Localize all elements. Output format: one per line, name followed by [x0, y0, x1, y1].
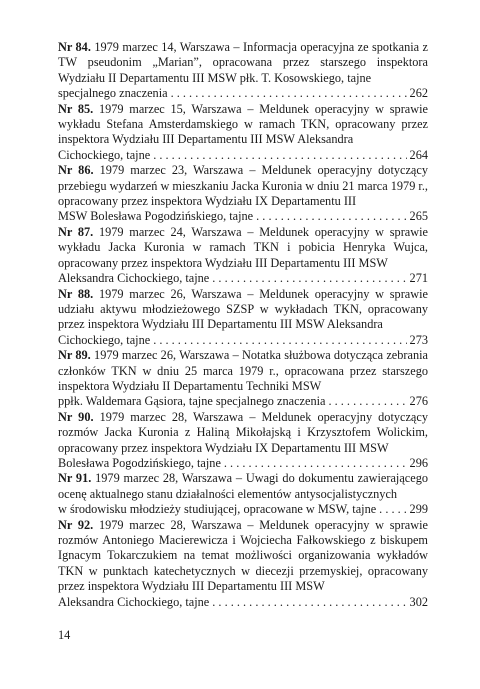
table-of-contents: [58, 40, 428, 610]
dot-leader: [153, 148, 406, 163]
page-number: 14: [58, 628, 71, 642]
dot-leader: [328, 394, 406, 409]
entry-number: Nr 88.: [58, 286, 94, 301]
entry-description-end: Cichockiego, tajne: [58, 147, 151, 162]
entry-leader-line: [58, 394, 428, 409]
entry-leader-line: [58, 456, 428, 471]
entry-leader-line: [58, 271, 428, 286]
toc-entry: [58, 471, 428, 517]
entry-leader-line: [58, 148, 428, 163]
entry-description-end: Cichockiego, tajne: [58, 332, 151, 347]
toc-entry: [58, 287, 428, 349]
entry-description-end: ppłk. Waldemara Gąsiora, tajne specjalnego znaczenia: [58, 394, 326, 409]
toc-entry: [58, 348, 428, 410]
entry-page-number: 302: [409, 594, 428, 609]
entry-number: Nr 90.: [58, 409, 94, 424]
toc-entry: [58, 40, 428, 102]
entry-description: 1979 marzec 26, Warszawa – Notatka służbowa dotycząca zebrania członków TKN w dniu 25 marca 1979 r., opracowana przez starszego inspektora Wydziału II Departamentu Techniki MSW: [58, 348, 428, 393]
entry-page-number: 276: [409, 394, 428, 409]
entry-leader-line: [58, 209, 428, 224]
entry-number: Nr 89.: [58, 348, 91, 363]
entry-page-number: 264: [409, 147, 428, 162]
entry-description: 1979 marzec 24, Warszawa – Meldunek operacyjny w sprawie wykładu Jacka Kuronia w ramach TKN i pobicia Henryka Wujca, opracowany przez inspektora Wydziału III Departamentu III MSW: [58, 224, 428, 270]
entry-description-end: Aleksandra Cichockiego, tajne: [58, 271, 210, 286]
entry-description: 1979 marzec 28, Warszawa – Uwagi do dokumentu zawierającego ocenę aktualnego stanu działalności elementów antysocjalistycznych: [58, 471, 428, 501]
entry-page-number: 299: [409, 502, 428, 517]
entry-description: 1979 marzec 28, Warszawa – Meldunek operacyjny w sprawie rozmów Antoniego Macierewicza i Wojciecha Fałkowskiego z biskupem Ignacym Tokarczukiem na temat możliwości organizowania wykładów TKN w punktach katechetycznych w diecezji przemyskiej, opracowany przez inspektora Wydziału III Departamentu III MSW: [58, 517, 428, 594]
entry-description-end: w środowisku młodzieży studiującej, opracowane w MSW, tajne: [58, 502, 377, 517]
entry-description: 1979 marzec 15, Warszawa – Meldunek operacyjny w sprawie wykładu Stefana Amsterdamskiego w ramach TKN, opracowany przez inspektora Wydziału III Departamentu III MSW Aleksandra: [58, 101, 428, 147]
entry-description-end: specjalnego znaczenia: [58, 86, 168, 101]
entry-description-end: MSW Bolesława Pogodzińskiego, tajne: [58, 209, 254, 224]
toc-entry: [58, 518, 428, 610]
dot-leader: [153, 333, 406, 348]
entry-leader-line: [58, 86, 428, 101]
entry-description: 1979 marzec 23, Warszawa – Meldunek operacyjny dotyczący przebiegu wydarzeń w mieszkaniu Jacka Kuronia w dniu 21 marca 1979 r., opracowany przez inspektora Wydziału IX Departamentu III: [58, 163, 428, 209]
toc-entry: [58, 225, 428, 287]
toc-entry: [58, 163, 428, 225]
entry-number: Nr 91.: [58, 471, 92, 486]
entry-number: Nr 92.: [58, 517, 94, 532]
dot-leader: [212, 595, 406, 610]
toc-entry: [58, 102, 428, 164]
entry-number: Nr 85.: [58, 101, 94, 116]
entry-leader-line: [58, 595, 428, 610]
dot-leader: [171, 86, 407, 101]
entry-description: 1979 marzec 28, Warszawa – Meldunek operacyjny dotyczący rozmów Jacka Kuronia z Haliną Mikołajską i Krzysztofem Wolickim, opracowany przez inspektora Wydziału IX Departamentu III MSW: [58, 409, 428, 455]
entry-page-number: 271: [409, 271, 428, 286]
entry-number: Nr 86.: [58, 163, 94, 178]
entry-description: 1979 marzec 14, Warszawa – Informacja operacyjna ze spotkania z TW pseudonim „Marian”, opracowana przez starszego inspektora Wydziału II Departamentu III MSW płk. T. Kosowskiego, tajne: [58, 40, 429, 85]
entry-page-number: 296: [409, 455, 428, 470]
entry-description: 1979 marzec 26, Warszawa – Meldunek operacyjny w sprawie udziału aktywu młodzieżowego SZSP w wykładach TKN, opracowany przez inspektora Wydziału III Departamentu III MSW Aleksandra: [58, 286, 428, 332]
entry-number: Nr 84.: [58, 40, 91, 54]
toc-entry: [58, 410, 428, 472]
entry-description-end: Aleksandra Cichockiego, tajne: [58, 594, 210, 609]
entry-leader-line: [58, 333, 428, 348]
dot-leader: [256, 209, 406, 224]
dot-leader: [212, 271, 406, 286]
dot-leader: [379, 502, 406, 517]
entry-page-number: 262: [409, 86, 428, 101]
entry-leader-line: [58, 502, 428, 517]
entry-description-end: Bolesława Pogodzińskiego, tajne: [58, 455, 221, 470]
dot-leader: [224, 456, 407, 471]
entry-page-number: 265: [409, 209, 428, 224]
entry-page-number: 273: [409, 332, 428, 347]
entry-number: Nr 87.: [58, 224, 94, 239]
